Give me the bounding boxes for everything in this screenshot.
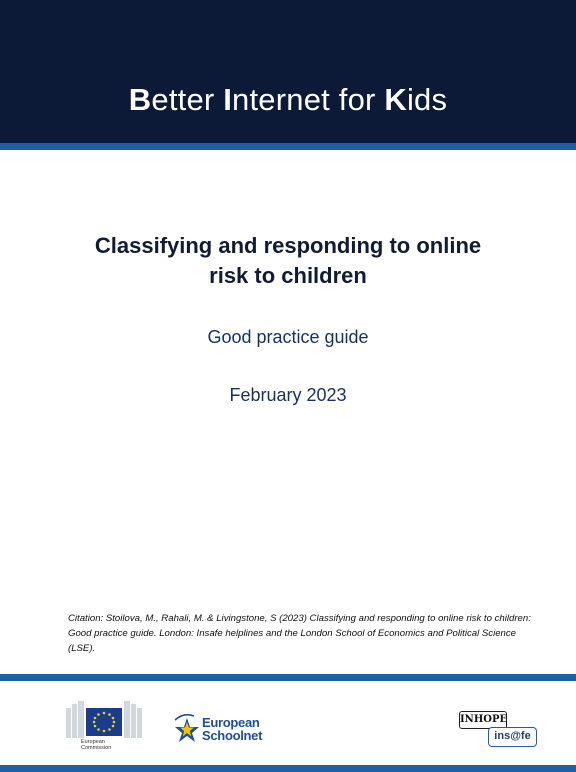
document-title: Classifying and responding to online risk to children: [94, 233, 482, 288]
header-banner: [0, 0, 576, 143]
footer-stripe-top: [0, 674, 576, 681]
document-subtitle: Good practice guide: [207, 327, 369, 347]
brand-title: Better Internet for Kids: [128, 82, 448, 117]
schoolnet-logo-text: European Schoolnet: [202, 715, 263, 743]
schoolnet-star-icon: [172, 710, 202, 746]
insafe-logo: ins@fe: [488, 727, 537, 747]
inhope-logo: INHOPE: [459, 711, 507, 729]
european-commission-logo: [64, 696, 150, 754]
publication-date: February 2023: [229, 385, 347, 405]
citation-text: Citation: Stoilova, M., Rahali, M. & Livingstone, S (2023) Classifying and responding to online risk to children: Good practice guide. London: Insafe helplines and the London School of Economics and Political Science (LSE).: [68, 613, 531, 654]
footer-stripe-bottom: [0, 765, 576, 772]
european-schoolnet-logo: [172, 710, 268, 746]
header-stripe: [0, 143, 576, 150]
ec-logo-text: European Commission: [81, 739, 112, 751]
